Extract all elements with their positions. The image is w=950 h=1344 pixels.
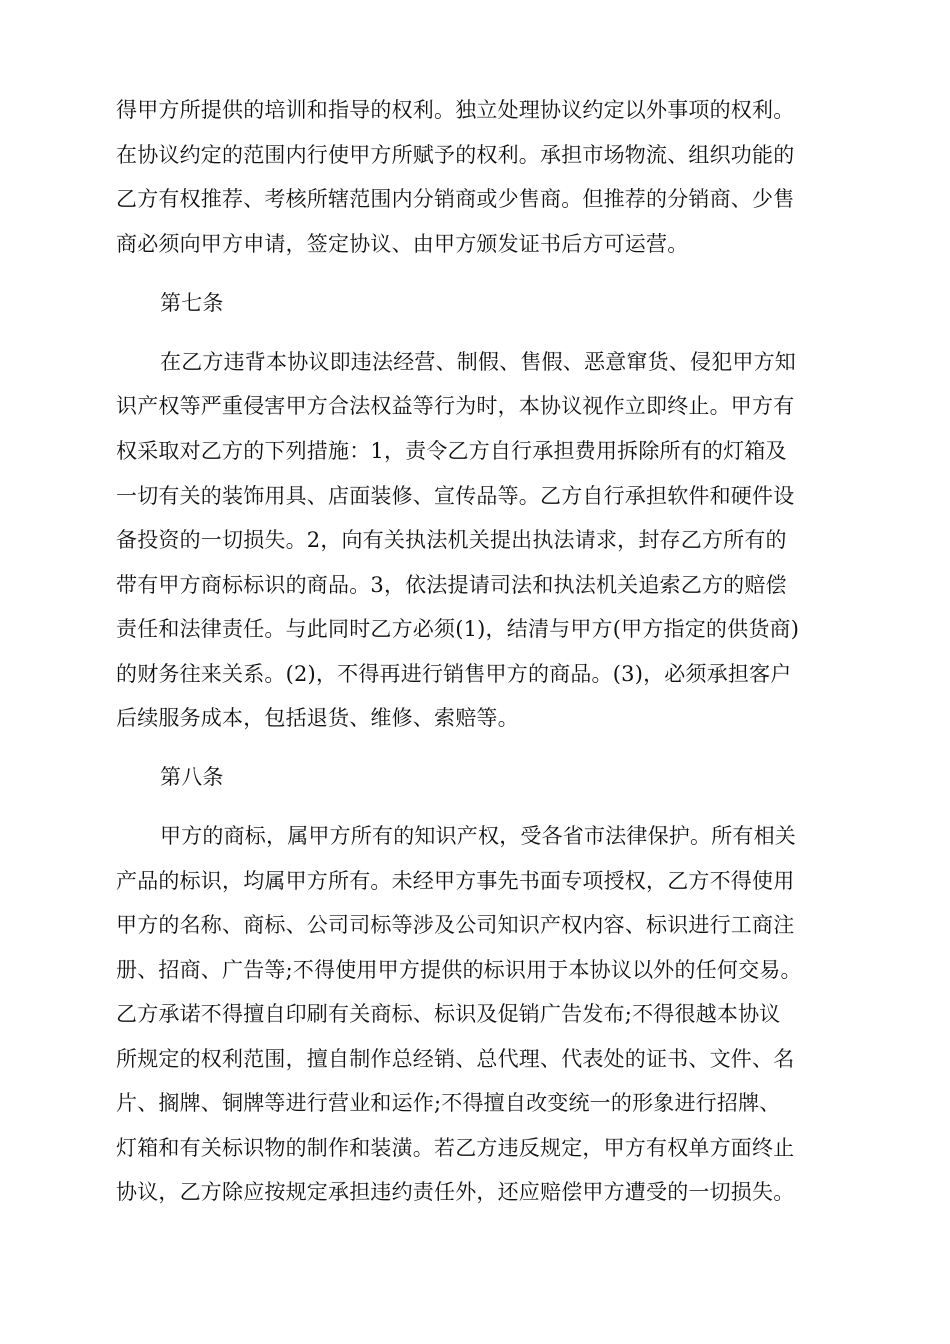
text-line: 产品的标识，均属甲方所有。未经甲方事先书面专项授权，乙方不得使用 xyxy=(116,869,795,893)
text-line: 权采取对乙方的下列措施：1，责令乙方自行承担费用拆除所有的灯箱及 xyxy=(116,439,787,463)
text-line: 协议，乙方除应按规定承担违约责任外，还应赔偿甲方遭受的一切损失。 xyxy=(116,1180,795,1204)
text-line: 得甲方所提供的培训和指导的权利。独立处理协议约定以外事项的权利。 xyxy=(116,98,795,122)
text-line: 甲方的名称、商标、公司司标等涉及公司知识产权内容、标识进行工商注 xyxy=(116,913,795,937)
text-line: 识产权等严重侵害甲方合法权益等行为时，本协议视作立即终止。甲方有 xyxy=(116,394,795,418)
text-line: 所规定的权利范围，擅自制作总经销、总代理、代表处的证书、文件、名 xyxy=(116,1047,795,1071)
text-line: 后续服务成本，包括退货、维修、索赔等。 xyxy=(116,706,519,730)
text-line: 乙方有权推荐、考核所辖范围内分销商或少售商。但推荐的分销商、少售 xyxy=(116,187,795,211)
text-line: 在协议约定的范围内行使甲方所赋予的权利。承担市场物流、组织功能的 xyxy=(116,143,795,167)
section-heading-article-7: 第七条 xyxy=(160,291,224,315)
paragraph-first-line: 在乙方违背本协议即违法经营、制假、售假、恶意窜货、侵犯甲方知 xyxy=(160,350,796,374)
paragraph-first-line: 甲方的商标，属甲方所有的知识产权，受各省市法律保护。所有相关 xyxy=(160,824,796,848)
text-line: 的财务往来关系。(2)，不得再进行销售甲方的商品。(3)，必须承担客户 xyxy=(116,662,792,686)
text-line: 片、搁牌、铜牌等进行营业和运作;不得擅自改变统一的形象进行招牌、 xyxy=(116,1091,781,1115)
text-line: 带有甲方商标标识的商品。3，依法提请司法和执法机关追索乙方的赔偿 xyxy=(116,573,787,597)
text-line: 灯箱和有关标识物的制作和装潢。若乙方违反规定，甲方有权单方面终止 xyxy=(116,1136,795,1160)
text-line: 备投资的一切损失。2，向有关执法机关提出执法请求，封存乙方所有的 xyxy=(116,528,787,552)
text-line: 责任和法律责任。与此同时乙方必须(1)，结清与甲方(甲方指定的供货商) xyxy=(116,617,800,641)
text-line: 册、招商、广告等;不得使用甲方提供的标识用于本协议以外的任何交易。 xyxy=(116,958,802,982)
text-line: 乙方承诺不得擅自印刷有关商标、标识及促销广告发布;不得很越本协议 xyxy=(116,1002,781,1026)
text-line: 一切有关的装饰用具、店面装修、宣传品等。乙方自行承担软件和硬件设 xyxy=(116,484,795,508)
text-line: 商必须向甲方申请，签定协议、由甲方颁发证书后方可运营。 xyxy=(116,232,689,256)
section-heading-article-8: 第八条 xyxy=(160,765,224,789)
